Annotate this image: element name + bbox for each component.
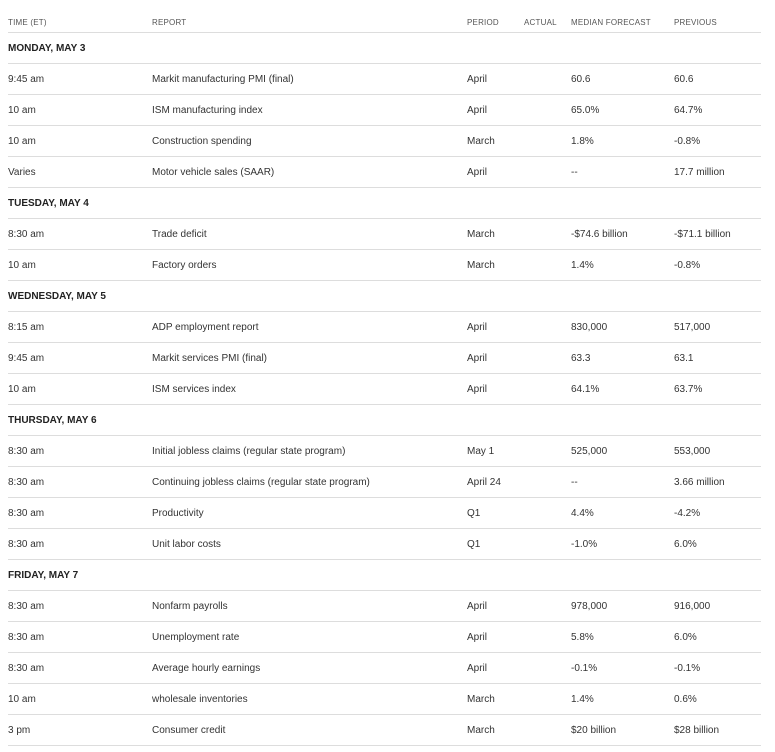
time-cell: 8:30 am (8, 601, 45, 612)
time-cell: Varies (8, 167, 36, 178)
time-cell: 8:15 am (8, 322, 45, 333)
period-cell: Q1 (467, 508, 481, 519)
day-header-row (8, 560, 761, 591)
period-cell: March (467, 229, 495, 240)
median-forecast-cell: 525,000 (571, 446, 608, 457)
period-cell: May 1 (467, 446, 495, 457)
report-cell: Markit manufacturing PMI (final) (152, 74, 294, 85)
report-cell: Average hourly earnings (152, 663, 261, 674)
median-forecast-cell: 1.4% (571, 260, 594, 271)
report-cell: Unit labor costs (152, 539, 221, 550)
day-label: MONDAY, MAY 3 (8, 43, 86, 54)
period-cell: April (467, 384, 488, 395)
period-cell: April (467, 167, 488, 178)
report-cell: ADP employment report (152, 322, 259, 333)
median-forecast-cell: 60.6 (571, 74, 591, 85)
time-cell: 10 am (8, 384, 36, 395)
time-cell: 8:30 am (8, 446, 45, 457)
column-header-actual: ACTUAL (524, 18, 557, 27)
table-row (8, 343, 761, 374)
report-cell: Factory orders (152, 260, 217, 271)
previous-cell: 63.7% (674, 384, 703, 395)
median-forecast-cell: 5.8% (571, 632, 594, 643)
day-header-row (8, 281, 761, 312)
previous-cell: 6.0% (674, 539, 697, 550)
period-cell: April (467, 632, 488, 643)
previous-cell: -0.1% (674, 663, 701, 674)
table-row (8, 157, 761, 188)
table-header (8, 0, 761, 33)
previous-cell: $28 billion (674, 725, 720, 736)
previous-cell: -0.8% (674, 260, 701, 271)
previous-cell: 6.0% (674, 632, 697, 643)
report-cell: Unemployment rate (152, 632, 240, 643)
table-row (8, 622, 761, 653)
table-row (8, 529, 761, 560)
period-cell: April (467, 663, 488, 674)
report-cell: Construction spending (152, 136, 252, 147)
day-header-row (8, 405, 761, 436)
table-row (8, 684, 761, 715)
table-row (8, 312, 761, 343)
day-header-row (8, 188, 761, 219)
time-cell: 9:45 am (8, 353, 45, 364)
median-forecast-cell: 63.3 (571, 353, 591, 364)
table-row (8, 436, 761, 467)
table-row (8, 467, 761, 498)
previous-cell: 64.7% (674, 105, 703, 116)
previous-cell: -4.2% (674, 508, 701, 519)
median-forecast-cell: 1.8% (571, 136, 594, 147)
time-cell: 8:30 am (8, 539, 45, 550)
table-row (8, 219, 761, 250)
column-header-period: PERIOD (467, 18, 499, 27)
column-header-time: TIME (ET) (8, 18, 47, 27)
median-forecast-cell: $20 billion (571, 725, 617, 736)
previous-cell: 553,000 (674, 446, 711, 457)
table-row (8, 126, 761, 157)
median-forecast-cell: 4.4% (571, 508, 594, 519)
report-cell: Motor vehicle sales (SAAR) (152, 167, 275, 178)
period-cell: Q1 (467, 539, 481, 550)
report-cell: Consumer credit (152, 725, 226, 736)
previous-cell: 517,000 (674, 322, 711, 333)
column-header-median-forecast: MEDIAN FORECAST (571, 18, 651, 27)
table-row (8, 374, 761, 405)
column-header-report: REPORT (152, 18, 187, 27)
report-cell: ISM services index (152, 384, 236, 395)
report-cell: ISM manufacturing index (152, 105, 263, 116)
report-cell: Nonfarm payrolls (152, 601, 228, 612)
period-cell: April (467, 353, 488, 364)
day-label: FRIDAY, MAY 7 (8, 570, 79, 581)
report-cell: Markit services PMI (final) (152, 353, 268, 364)
table-row (8, 591, 761, 622)
previous-cell: 17.7 million (674, 167, 725, 178)
time-cell: 10 am (8, 136, 36, 147)
report-cell: Continuing jobless claims (regular state program) (152, 477, 370, 488)
period-cell: April (467, 601, 488, 612)
table-row (8, 498, 761, 529)
median-forecast-cell: 65.0% (571, 105, 600, 116)
median-forecast-cell: 64.1% (571, 384, 600, 395)
day-label: TUESDAY, MAY 4 (8, 198, 89, 209)
day-header-row (8, 33, 761, 64)
time-cell: 8:30 am (8, 477, 45, 488)
time-cell: 10 am (8, 694, 36, 705)
time-cell: 10 am (8, 105, 36, 116)
median-forecast-cell: 978,000 (571, 601, 608, 612)
median-forecast-cell: -- (571, 477, 578, 488)
report-cell: Productivity (152, 508, 204, 519)
period-cell: April 24 (467, 477, 501, 488)
time-cell: 8:30 am (8, 663, 45, 674)
median-forecast-cell: -$74.6 billion (571, 229, 628, 240)
previous-cell: 3.66 million (674, 477, 725, 488)
table-row (8, 715, 761, 746)
previous-cell: -$71.1 billion (674, 229, 731, 240)
economic-calendar-table (8, 0, 761, 746)
median-forecast-cell: 1.4% (571, 694, 594, 705)
median-forecast-cell: 830,000 (571, 322, 608, 333)
table-row (8, 653, 761, 684)
table-body (8, 33, 761, 746)
report-cell: wholesale inventories (152, 694, 248, 705)
previous-cell: -0.8% (674, 136, 701, 147)
day-label: WEDNESDAY, MAY 5 (8, 291, 106, 302)
period-cell: April (467, 105, 488, 116)
median-forecast-cell: -0.1% (571, 663, 598, 674)
report-cell: Initial jobless claims (regular state program) (152, 446, 346, 457)
day-label: THURSDAY, MAY 6 (8, 415, 97, 426)
report-cell: Trade deficit (152, 229, 207, 240)
period-cell: March (467, 136, 495, 147)
previous-cell: 60.6 (674, 74, 694, 85)
table-row (8, 250, 761, 281)
table-row (8, 64, 761, 95)
column-header-previous: PREVIOUS (674, 18, 717, 27)
median-forecast-cell: -1.0% (571, 539, 598, 550)
time-cell: 9:45 am (8, 74, 45, 85)
period-cell: March (467, 725, 495, 736)
time-cell: 3 pm (8, 725, 31, 736)
previous-cell: 0.6% (674, 694, 697, 705)
time-cell: 8:30 am (8, 229, 45, 240)
previous-cell: 916,000 (674, 601, 711, 612)
table-row (8, 95, 761, 126)
period-cell: March (467, 694, 495, 705)
time-cell: 10 am (8, 260, 36, 271)
time-cell: 8:30 am (8, 508, 45, 519)
median-forecast-cell: -- (571, 167, 578, 178)
period-cell: April (467, 322, 488, 333)
time-cell: 8:30 am (8, 632, 45, 643)
period-cell: March (467, 260, 495, 271)
previous-cell: 63.1 (674, 353, 694, 364)
period-cell: April (467, 74, 488, 85)
